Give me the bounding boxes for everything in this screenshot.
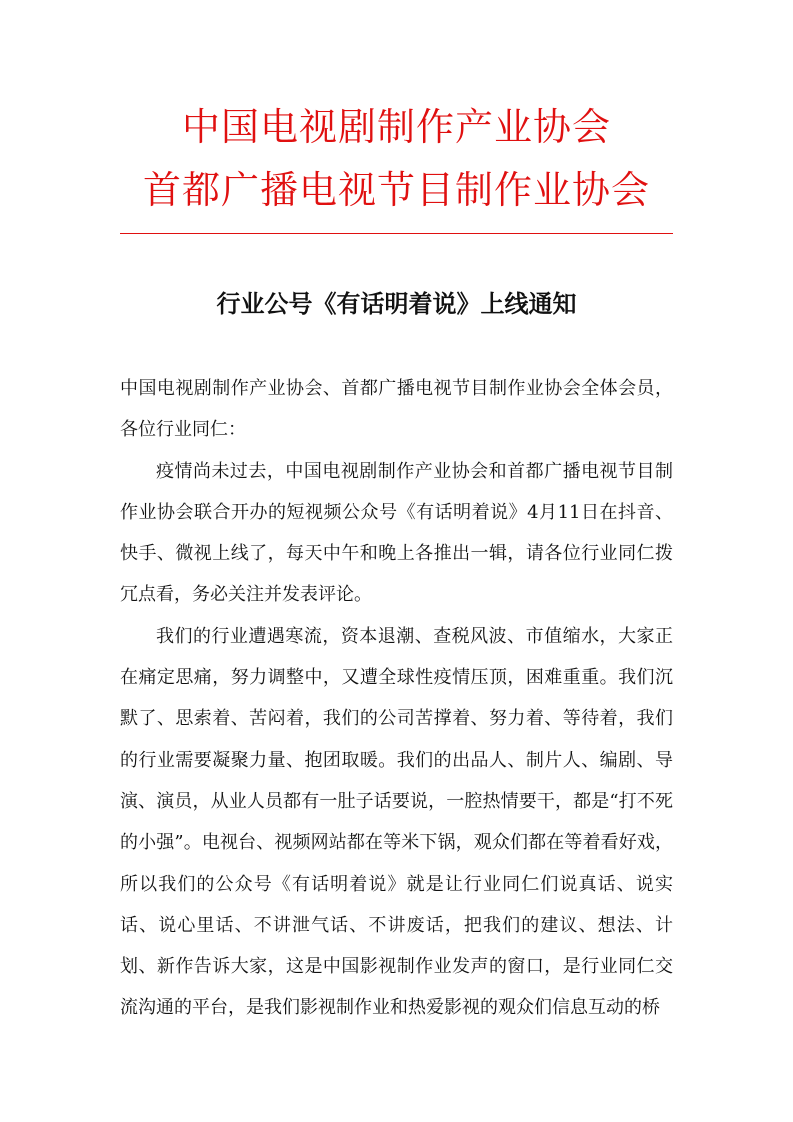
header-divider (120, 233, 673, 234)
document-body (120, 368, 673, 1029)
body-paragraph-1: 疫情尚未过去，中国电视剧制作产业协会和首都广播电视节目制作业协会联合开办的短视频公众号《有话明着说》4月11日在抖音、快手、微视上线了，每天中午和晚上各推出一辑，请各位行业同仁拨冗点看，务必关注并发表评论。 (120, 460, 673, 606)
salutation: 中国电视剧制作产业协会、首都广播电视节目制作业协会全体会员，各位行业同仁： (120, 378, 673, 441)
organization-name-1: 中国电视剧制作产业协会 (181, 105, 611, 149)
body-paragraph-2: 我们的行业遭遇寒流，资本退潮、查税风波、市值缩水，大家正在痛定思痛，努力调整中，又遭全球性疫情压顶，困难重重。我们沉默了、思索着、苦闷着，我们的公司苦撑着、努力着、等待着，我们的行业需要凝聚力量、抱团取暖。我们的出品人、制片人、编剧、导演、演员，从业人员都有一肚子话要说，一腔热情要干，都是“打不死的小强”。电视台、视频网站都在等米下锅，观众们都在等着看好戏，所以我们的公众号《有话明着说》就是让行业同仁们说真话、说实话、说心里话、不讲泄气话、不讲废话，把我们的建议、想法、计划、新作告诉大家，这是中国影视制作业发声的窗口，是行业同仁交流沟通的平台，是我们影视制作业和热爱影视的观众们信息互动的桥 (120, 625, 673, 1019)
document-title: 行业公号《有话明着说》上线通知 (216, 290, 577, 318)
organization-name-2: 首都广播电视节目制作业协会 (142, 168, 650, 212)
